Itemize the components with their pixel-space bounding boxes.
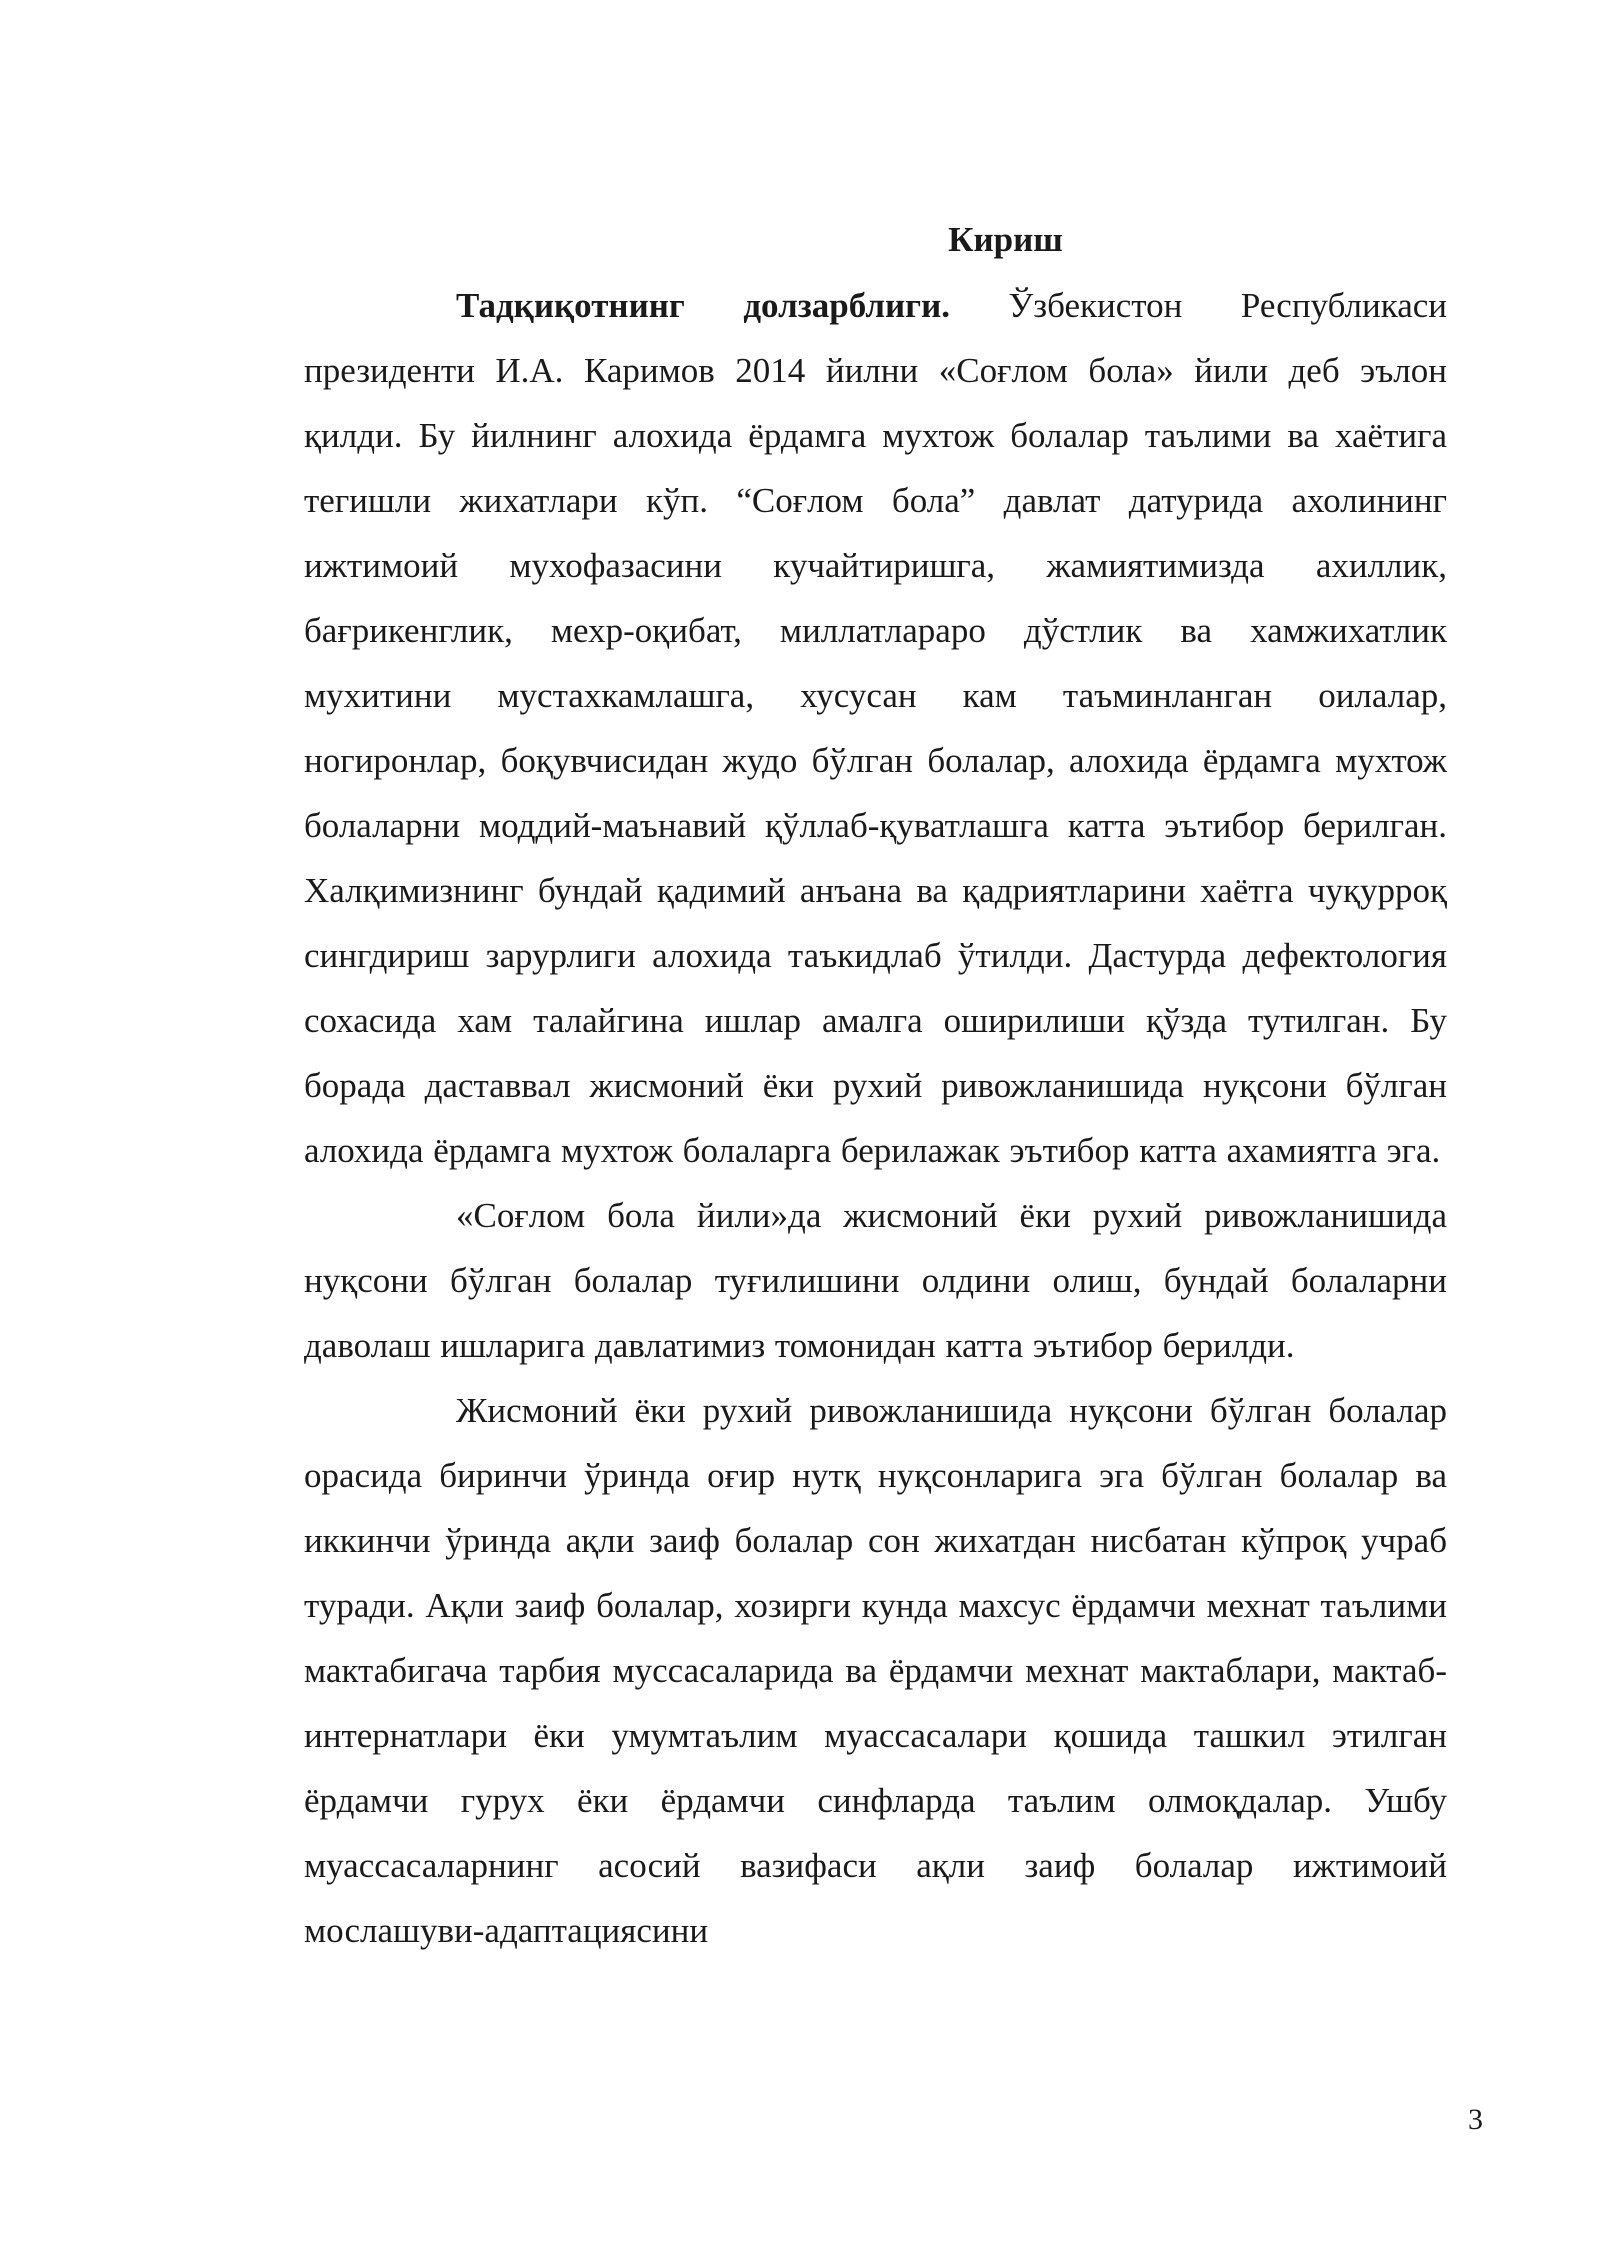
paragraph-relevance (304, 273, 1447, 1183)
document-body (304, 215, 1447, 1963)
section-title: Кириш (948, 220, 1063, 259)
paragraph-lead: Тадқиқотнинг долзарблиги. (456, 286, 950, 325)
paragraph-text: Ўзбекистон Республикаси президенти И.А. Каримов 2014 йилни «Соғлом бола» йили деб эълон қилди. Бу йилнинг алохида ёрдамга мухтож болалар таълими ва хаётига тегишли жихатлари кўп. “Соғлом бола” давлат датурида ахолининг ижтимоий мухофазасини кучайтиришга, жамиятимизда ахиллик, бағрикенглик, мехр-оқибат, миллатлараро дўстлик ва хамжихатлик мухитини мустахкамлашга, хусусан кам таъминланган оилалар, ногиронлар, боқувчисидан жудо бўлган болалар, алохида ёрдамга мухтож болаларни моддий-маънавий қўллаб-қуватлашга катта эътибор берилган. Халқимизнинг бундай қадимий анъана ва қадриятларини хаётга чуқурроқ сингдириш зарурлиги алохида таъкидлаб ўтилди. Дастурда дефектология сохасида хам талайгина ишлар амалга оширилиши қўзда тутилган. Бу борада даставвал жисмоний ёки рухий ривожланишида нуқсони бўлган алохида ёрдамга мухтож болаларга берилажак эътибор катта ахамиятга эга. (304, 286, 1447, 1170)
paragraph-children-disabilities: Жисмоний ёки рухий ривожланишида нуқсони бўлган болалар орасида биринчи ўринда оғир нутқ нуқсонларига эга бўлган болалар ва иккинчи ўринда ақли заиф болалар сон жихатдан нисбатан кўпроқ учраб туради. Ақли заиф болалар, хозирги кунда махсус ёрдамчи мехнат таълими мактабигача тарбия муссасаларида ва ёрдамчи мехнат мактаблари, мактаб-интернатлари ёки умумтаълим муассасалари қошида ташкил этилган ёрдамчи гурух ёки ёрдамчи синфларда таълим олмоқдалар. Ушбу муассасаларнинг асосий вазифаси ақли заиф болалар ижтимоий мослашуви-адаптациясини (304, 1391, 1447, 1950)
paragraph-healthy-child-year: «Соғлом бола йили»да жисмоний ёки рухий ривожланишида нуқсони бўлган болалар туғилишини олдини олиш, бундай болаларни даволаш ишларига давлатимиз томонидан катта эътибор берилди. (304, 1196, 1447, 1365)
page-number: 3 (1468, 2103, 1483, 2136)
